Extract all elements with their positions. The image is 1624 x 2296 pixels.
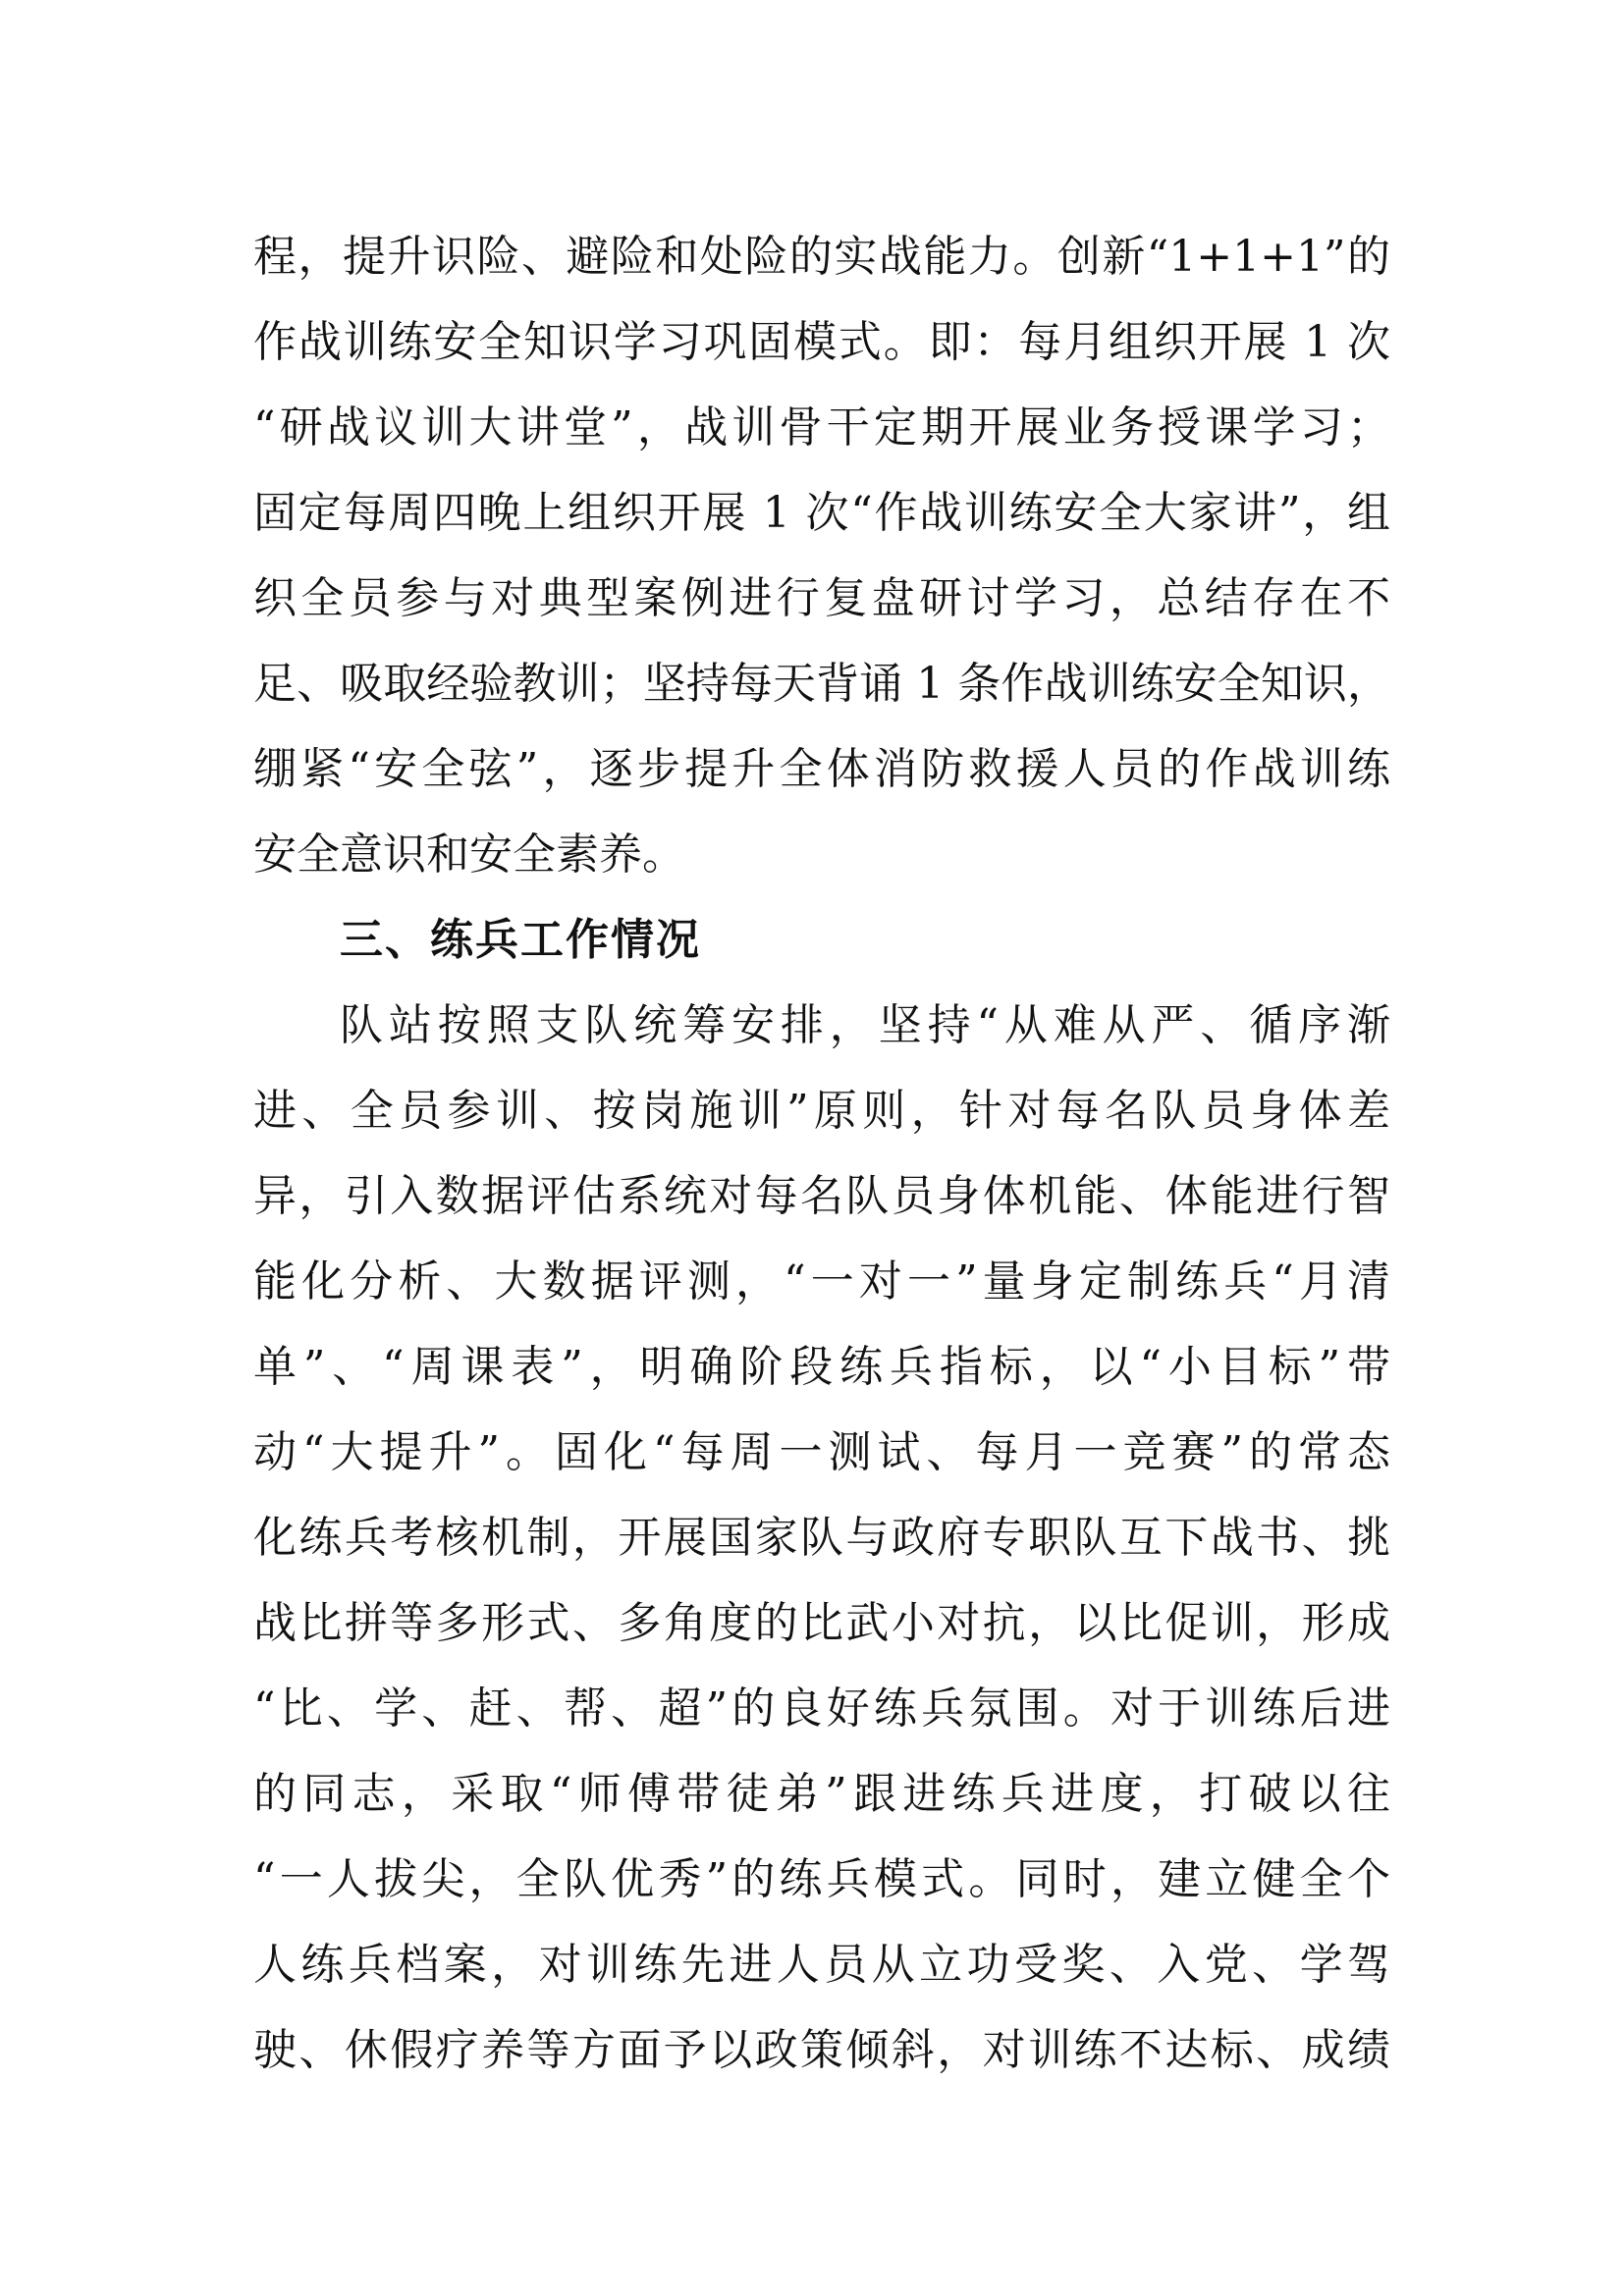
text-line: 绷紧“安全弦”，逐步提升全体消防救援人员的作战训练 bbox=[253, 744, 1390, 794]
paragraph-1 bbox=[253, 214, 1390, 897]
text-line: 化练兵考核机制，开展国家队与政府专职队互下战书、挑 bbox=[253, 1513, 1390, 1563]
text-line: 异，引入数据评估系统对每名队员身体机能、体能进行智 bbox=[253, 1171, 1390, 1221]
paragraph-2 bbox=[253, 983, 1390, 2093]
text-line: 织全员参与对典型案例进行复盘研讨学习，总结存在不 bbox=[253, 573, 1390, 623]
text-line: 驶、休假疗养等方面予以政策倾斜，对训练不达标、成绩 bbox=[253, 2025, 1390, 2075]
text-line: 作战训练安全知识学习巩固模式。即：每月组织开展 1 次 bbox=[253, 317, 1390, 367]
document-page bbox=[253, 214, 1390, 2093]
text-line: 战比拼等多形式、多角度的比武小对抗，以比促训，形成 bbox=[253, 1598, 1390, 1648]
text-line: 进、全员参训、按岗施训”原则，针对每名队员身体差 bbox=[253, 1086, 1390, 1136]
text-line: 人练兵档案，对训练先进人员从立功受奖、入党、学驾 bbox=[253, 1940, 1390, 1990]
text-line: 程，提升识险、避险和处险的实战能力。创新“1+1+1”的 bbox=[253, 232, 1390, 282]
section-heading: 三、练兵工作情况 bbox=[340, 915, 701, 965]
text-line: 动“大提升”。固化“每周一测试、每月一竞赛”的常态 bbox=[253, 1427, 1390, 1477]
text-line: 队站按照支队统筹安排，坚持“从难从严、循序渐 bbox=[340, 1000, 1390, 1050]
text-line: “一人拔尖，全队优秀”的练兵模式。同时，建立健全个 bbox=[253, 1854, 1390, 1904]
text-line: “研战议训大讲堂”，战训骨干定期开展业务授课学习； bbox=[253, 402, 1390, 453]
text-line: 固定每周四晚上组织开展 1 次“作战训练安全大家讲”，组 bbox=[253, 488, 1390, 538]
text-line: 能化分析、大数据评测，“一对一”量身定制练兵“月清 bbox=[253, 1256, 1390, 1307]
text-line: 单”、“周课表”，明确阶段练兵指标，以“小目标”带 bbox=[253, 1342, 1390, 1392]
text-line: 的同志，采取“师傅带徒弟”跟进练兵进度，打破以往 bbox=[253, 1769, 1390, 1819]
text-line: 足、吸取经验教训；坚持每天背诵 1 条作战训练安全知识， bbox=[253, 659, 1390, 709]
text-line: “比、学、赶、帮、超”的良好练兵氛围。对于训练后进 bbox=[253, 1683, 1390, 1734]
text-line: 安全意识和安全素养。 bbox=[253, 829, 685, 880]
